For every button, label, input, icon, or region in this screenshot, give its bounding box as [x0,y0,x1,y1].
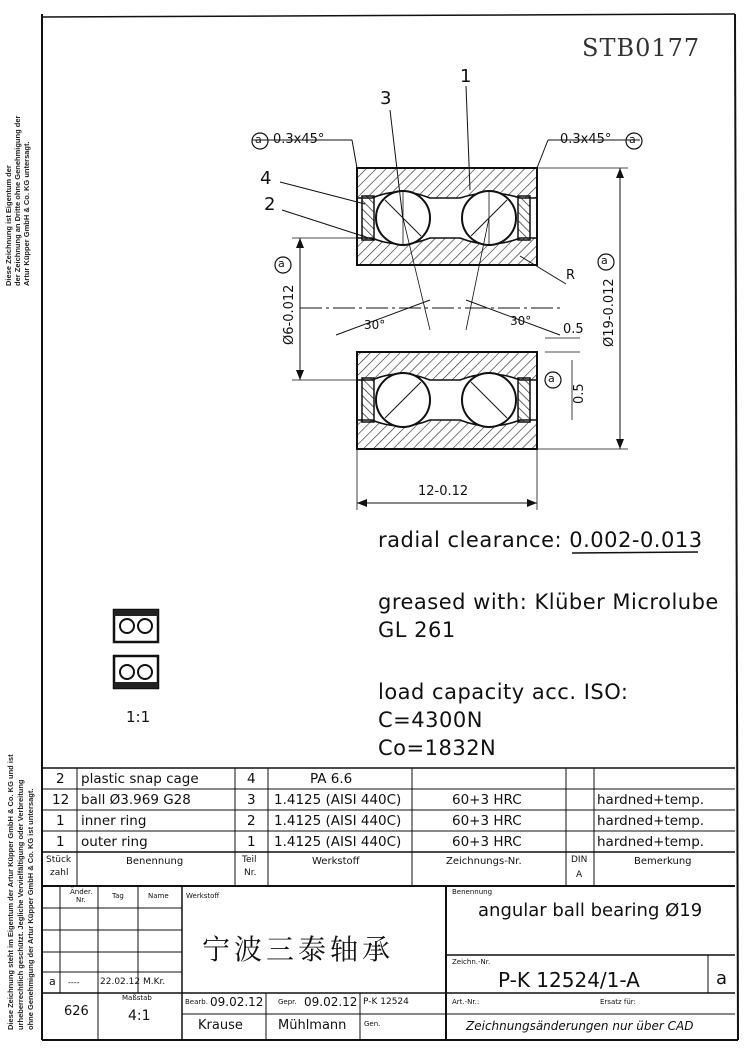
datum-label: a [278,257,285,270]
notice-line: Artur Küpper GmbH & Co. KG untersagt. [22,141,31,286]
drawing-no-label: Zeichn.-Nr. [452,958,491,966]
bom-material: 1.4125 (AISI 440C) [274,813,402,829]
notice-line: Diese Zeichnung steht im Eigentum der Artur Küpper GmbH & Co. KG und ist [6,754,15,1030]
leader-line-r [520,256,566,284]
note-load-line2: C=4300N [378,708,483,732]
company-name-cn: 宁波三泰轴承 [202,933,395,966]
rev-date: 22.02.12 [100,977,141,987]
note-radial-clearance: radial clearance: 0.002-0.013 [378,528,703,552]
item-label-1: 1 [460,66,472,87]
leader-line-2 [282,210,375,240]
radius-label: R [566,268,576,283]
bom-drawing-no: 60+3 HRC [452,834,522,850]
dim-0-5-vertical: 0.5 [572,383,587,404]
rev-header-change: Änder. [70,888,93,896]
replacement-label: Ersatz für: [600,998,636,1006]
notice-line: der Zeichnung an Dritte ohne Genehmigung der [13,115,22,286]
left-code: 626 [64,1004,89,1019]
bom-header-qty: Stück [46,855,72,865]
bom-header-drawing-no: Zeichnungs-Nr. [446,856,522,867]
rev-header-change-nr: Nr. [76,896,86,904]
bom-header-din: DIN [571,855,588,865]
note-load-line1: load capacity acc. ISO: [378,680,629,704]
inner-ring-section [357,352,537,380]
leader-line-4 [280,182,365,204]
material-label: Werkstoff [186,892,220,900]
datum-label: a [629,133,636,146]
datum-label: a [601,254,608,267]
rev-header-date: Tag [112,892,124,900]
outer-ring-section [357,420,537,449]
checker-name: Mühlmann [278,1018,347,1033]
notice-line: urheberrechtlich geschützt. Jegliche Vervielfältigung oder Verbreitung [16,779,25,1030]
bom-header-din-2: A [576,870,583,880]
outer-dimension: Ø19-0.012 [602,278,617,347]
bearing-cross-section-lower [357,352,537,449]
bom-name: inner ring [81,813,147,829]
bom-name: outer ring [81,834,148,850]
scale-value: 4:1 [128,1008,151,1024]
gepr-label: Gepr. [278,998,297,1006]
drawing-number: P-K 12524/1-A [498,968,640,992]
inner-ring-section [357,238,537,265]
bom-part: 2 [247,813,256,829]
thumbnail-scale-label: 1:1 [126,708,151,726]
bom-qty: 1 [56,834,65,850]
item-label-4: 4 [260,168,272,189]
cage-section [518,196,530,240]
bom-name: ball Ø3.969 G28 [81,792,191,808]
bom-material: PA 6.6 [310,771,353,787]
datum-label: a [255,133,262,146]
outer-ring-section [357,168,537,198]
note-greased-line1: greased with: Klüber Microlube [378,590,719,614]
bom-part: 1 [247,834,256,850]
note-load-line3: Co=1832N [378,736,497,760]
item-label-2: 2 [264,194,276,215]
item-label-3: 3 [380,88,392,109]
width-dimension: 12-0.12 [418,484,469,499]
drawer-name: Krause [198,1018,243,1033]
chamfer-right-label: 0.3x45° [560,132,612,147]
bom-header-part: Teil [242,855,257,865]
cage-section [362,378,374,422]
gen-label: Gen. [364,1020,381,1028]
bom-name: plastic snap cage [81,771,199,787]
scale-label: Maßstab [122,994,152,1002]
bom-header-part-2: Nr. [244,868,257,878]
bom-remark: hardned+temp. [597,792,705,808]
cage-section [362,196,374,240]
document-id: STB0177 [582,34,701,62]
cage-section [518,378,530,422]
bom-material: 1.4125 (AISI 440C) [274,792,402,808]
bom-remark: hardned+temp. [597,813,705,829]
bom-header-qty-2: zahl [50,868,69,878]
rev-mark: a [49,975,56,988]
bom-header-remark: Bemerkung [634,856,692,867]
rev-change-nr: ---- [68,978,80,987]
pk-label: P-K 12524 [363,997,409,1007]
datum-label: a [548,372,555,385]
notice-line: Diese Zeichnung ist Eigentum der [4,165,13,286]
bom-remark: hardned+temp. [597,834,705,850]
bearb-label: Bearb. [185,998,208,1006]
chamfer-left-label: 0.3x45° [273,132,325,147]
bom-drawing-no: 60+3 HRC [452,792,522,808]
revision-letter: a [716,968,728,989]
bom-qty: 12 [52,792,70,808]
dim-0-5-horizontal: 0.5 [563,322,584,337]
sheet-border-top [42,14,735,17]
designation: angular ball bearing Ø19 [478,900,703,921]
gepr-date: 09.02.12 [304,995,358,1009]
designation-label: Benennung [452,888,493,896]
bom-qty: 2 [56,771,65,787]
bearing-cross-section-upper [357,168,537,265]
rev-header-name: Name [148,892,169,900]
bom-header-name: Benennung [126,856,184,867]
bom-material: 1.4125 (AISI 440C) [274,834,402,850]
bom-part: 4 [247,771,256,787]
article-no-label: Art.-Nr.: [452,998,480,1006]
bearing-thumbnail-1to1 [114,610,158,688]
bom-header-material: Werkstoff [312,856,360,867]
bearb-date: 09.02.12 [210,995,264,1009]
bom-part: 3 [247,792,256,808]
footer-note: Zeichnungsänderungen nur über CAD [466,1019,694,1033]
contact-angle-left: 30° [364,318,386,332]
sheet-border-right [735,14,738,1040]
notice-line: ohne Genehmigung der Artur Küpper GmbH & Co. KG ist untersagt. [26,788,35,1030]
bore-dimension: Ø6-0.012 [282,284,297,345]
note-greased-line2: GL 261 [378,618,456,642]
bom-drawing-no: 60+3 HRC [452,813,522,829]
bom-qty: 1 [56,813,65,829]
contact-angle-right: 30° [510,314,532,328]
rev-name: M.Kr. [143,977,166,987]
